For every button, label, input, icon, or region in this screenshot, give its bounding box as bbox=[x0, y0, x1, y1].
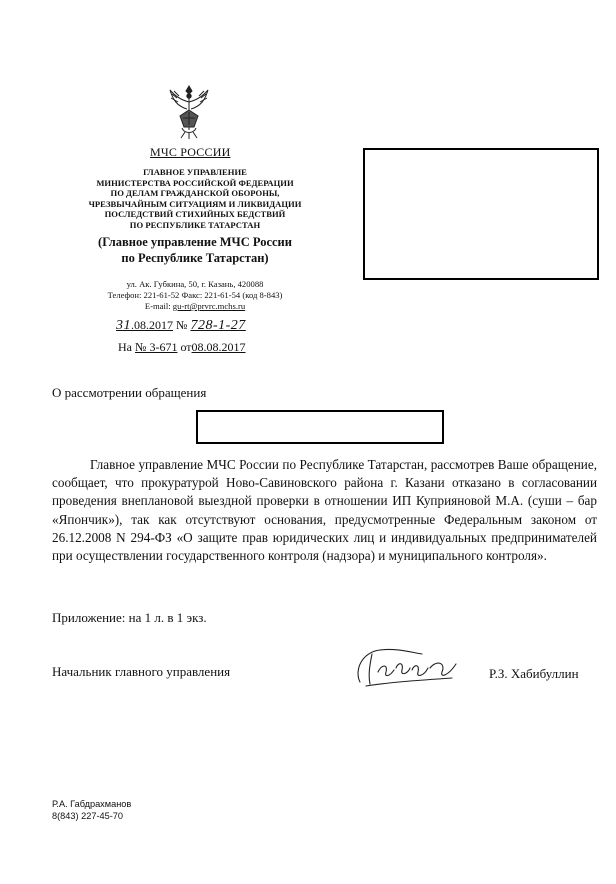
attachment-note: Приложение: на 1 л. в 1 экз. bbox=[52, 610, 207, 625]
org-phone-fax: Телефон: 221-61-52 Факс: 221-61-54 (код 8-843) bbox=[107, 290, 283, 300]
date-printed: .08.2017 bbox=[131, 318, 173, 332]
redacted-salutation-box bbox=[196, 410, 444, 444]
signature-icon bbox=[352, 642, 464, 690]
executor-phone: 8(843) 227-45-70 bbox=[52, 811, 123, 821]
org-email-line: E-mail: gu-rt@prvrc.mchs.ru bbox=[144, 301, 246, 311]
outgoing-registration: 31.08.2017 № 728-1-27 bbox=[116, 318, 246, 333]
org-address: ул. Ак. Губкина, 50, г. Казань, 420088 bbox=[126, 279, 264, 289]
date-handwritten: 31 bbox=[116, 318, 131, 333]
signer-title: Начальник главного управления bbox=[52, 664, 231, 679]
signer-name: Р.З. Хабибуллин bbox=[489, 666, 579, 681]
reply-date: 08.08.2017 bbox=[191, 340, 246, 354]
org-email[interactable]: gu-rt@prvrc.mchs.ru bbox=[172, 301, 246, 311]
number-handwritten: 728-1-27 bbox=[190, 318, 246, 333]
org-full-name: ГЛАВНОЕ УПРАВЛЕНИЕ МИНИСТЕРСТВА РОССИЙСКОЙ ФЕДЕРАЦИИ ПО ДЕЛАМ ГРАЖДАНСКОЙ ОБОРОНЫ, ЧРЕЗВЫЧАЙНЫМ СИТУАЦИЯМ И ЛИКВИДАЦИИ ПОСЛЕДСТВИЙ СТИХИЙНЫХ БЕДСТВИЙ ПО РЕСПУБЛИКЕ ТАТАРСТАН bbox=[88, 167, 302, 230]
reply-number: № 3-671 bbox=[135, 340, 178, 354]
org-name: МЧС РОССИИ bbox=[150, 145, 231, 159]
org-short-name: (Главное управление МЧС России по Республике Татарстан) bbox=[98, 235, 292, 265]
redacted-addressee-box bbox=[363, 148, 599, 280]
reply-reference: На № 3-671 от08.08.2017 bbox=[118, 340, 246, 354]
executor-name: Р.А. Габдрахманов bbox=[52, 799, 132, 809]
org-contacts bbox=[60, 279, 330, 312]
letter-body: Главное управление МЧС России по Республике Татарстан, рассмотрев Ваше обращение, сообщает, что прокуратурой Ново-Савиновского района г. Казани отказано в согласовании проведения внеплановой выездной проверки в отношении ИП Куприяновой М.А. (суши – бар «Япончик»), так как отсутствуют основания, предусмотренные Федеральным законом от 26.12.2008 N 294-ФЗ «О защите прав юридических лиц и индивидуальных предпринимателей при осуществлении государственного контроля (надзора) и муниципального контроля». bbox=[52, 457, 597, 564]
letter-subject: О рассмотрении обращения bbox=[52, 385, 207, 400]
emchs-emblem-icon bbox=[167, 82, 211, 142]
